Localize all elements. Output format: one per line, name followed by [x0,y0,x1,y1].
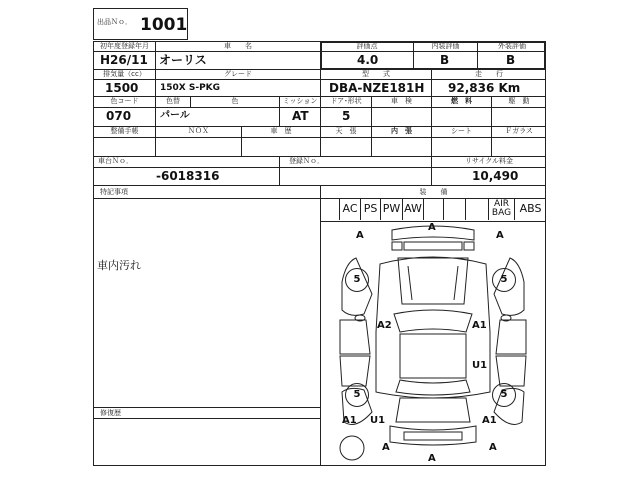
color-header: 色 [231,97,239,105]
recycle-header: リサイクル料金 [464,157,514,165]
mark-rear-right: A1 [482,415,497,426]
wheel-front-left: 5 [345,268,369,292]
first-reg-header: 初年度登録年月 [100,42,149,50]
trunk [396,398,470,422]
sunroof-header: 天 張 [335,127,357,135]
displacement-value: 1500 [105,81,139,95]
equipment-aw: AW [403,198,424,220]
color-value: パール [160,110,190,121]
first-reg-value: H26/11 [100,53,148,67]
notes-header: 特記事項 [100,188,128,196]
rear-window [396,380,470,395]
recycle-value: 10,490 [472,169,519,183]
equipment-airbag: AIR BAG [489,198,515,220]
inspection-header: 車 検 [391,97,412,105]
transmission-header: ミッション [282,97,318,105]
lot-number-box [93,8,188,40]
score-header: 評価点 [356,42,378,50]
interior-header: 内装評価 [431,42,460,50]
mileage-value: 92,836 Km [448,81,521,95]
car-name-header: 車 名 [224,42,252,50]
doors-header: ドア･形状 [330,97,362,105]
rear-bumper [390,426,476,445]
equipment-abs: ABS [519,202,542,215]
car-diagram [320,222,546,466]
right-door-front [496,320,526,354]
roof [400,334,466,378]
lot-number: 1001 [140,15,188,35]
equipment-pw: PW [381,198,403,220]
transmission-value: AT [292,109,309,123]
mark-front-left: A [356,230,364,241]
fuel-header: 燃 料 [451,97,472,105]
history-header: 車 歴 [270,127,292,135]
exterior-value: B [506,53,516,67]
mark-bottom-center: A [428,453,436,464]
mark-front-right: A [496,230,504,241]
left-door-front [340,320,370,354]
windshield [394,310,472,332]
car-name-value: オーリス [159,53,207,67]
grade-header: グレード [224,70,252,78]
mark-door-right: A1 [472,320,487,331]
score-value: 4.0 [357,53,379,67]
seat-header: シート [451,127,472,135]
mark-rear-left-a1: A1 [342,415,357,426]
mark-bottom-left: A [382,442,390,453]
wheel-rear-right: 5 [492,383,516,407]
mark-rear-left-u1: U1 [370,415,386,426]
mark-bottom-right: A [489,442,497,453]
maintenance-header: 整備手帳 [110,127,139,135]
doors-value: 5 [342,109,351,123]
repair-header: 修復歴 [100,409,121,417]
color-code-value: 070 [106,109,132,123]
color-spec-header: 色替 [166,97,180,105]
right-door-rear [496,356,526,386]
left-door-rear [340,356,370,386]
equipment-ac: AC [340,198,361,220]
inner-trim-header: 内 張 [391,127,412,135]
spare-tire [340,436,364,460]
model-header: 型 式 [362,70,390,78]
front-grille [404,242,462,250]
wheel-front-right: 5 [492,268,516,292]
grade-value: 150X S-PKG [160,83,221,93]
equipment-header: 装 備 [419,188,448,196]
equipment-row [320,198,546,222]
hood [398,258,468,304]
mark-front-center: A [428,222,436,233]
lot-number-label: 出品Ｎｏ． [97,18,132,26]
model-value: DBA-NZE181H [329,81,425,95]
color-code-header: 色コード [110,97,139,105]
equipment-empty-1 [424,198,444,220]
rear-plate [404,432,462,440]
exterior-header: 外装評価 [498,42,526,50]
interior-value: B [440,53,450,67]
chassis-header: 車台Ｎｏ． [98,157,133,165]
equipment-ps: PS [361,198,381,220]
glass-header: Ｆガラス [505,127,533,135]
displacement-header: 排気量（cc） [103,70,146,78]
wheel-rear-left: 5 [345,383,369,407]
reg-no-header: 登録Ｎｏ． [289,157,324,165]
drive-header: 駆 動 [508,97,530,105]
mark-door-left: A2 [377,320,392,331]
mark-quarter-right: U1 [472,360,488,371]
mileage-header: 走 行 [475,70,503,78]
chassis-value: -6018316 [156,169,220,183]
note-line: 車内汚れ [97,259,141,272]
equipment-empty-3 [466,198,489,220]
nox-header: ＮＯＸ [188,127,209,135]
equipment-empty-2 [444,198,466,220]
